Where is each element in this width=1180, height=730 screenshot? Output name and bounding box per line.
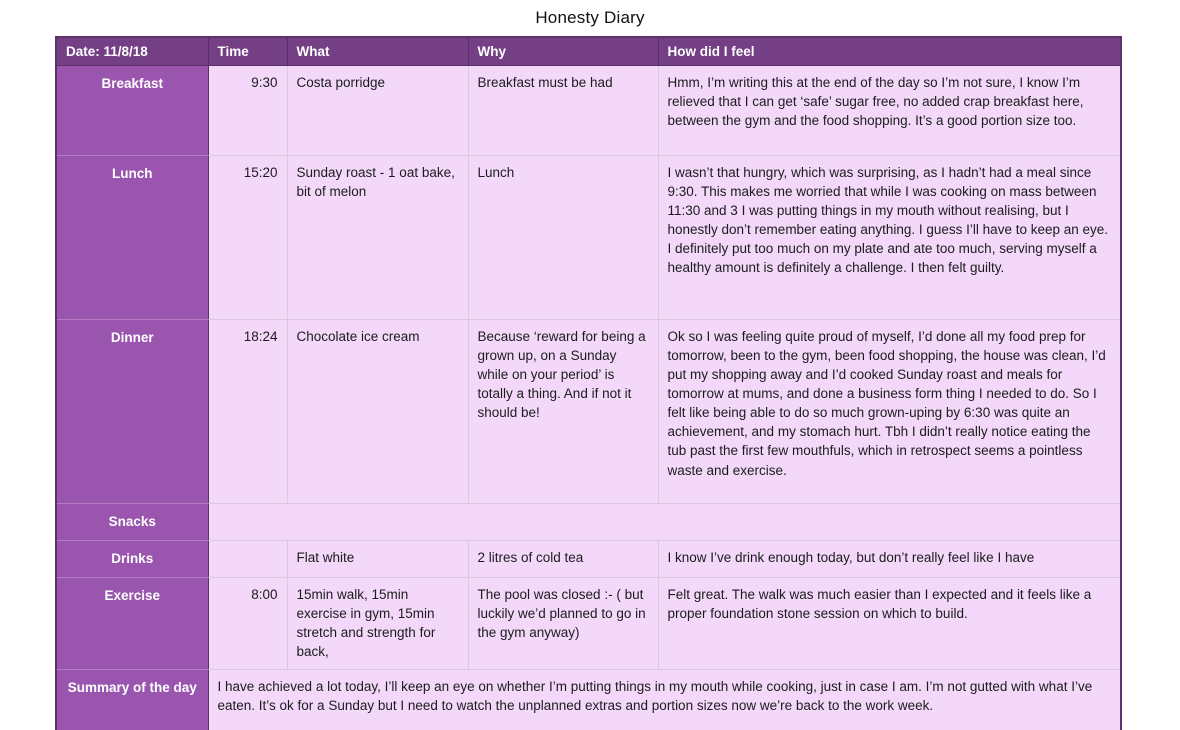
cell-lunch-time: 15:20 (208, 155, 287, 319)
cell-snacks-empty (208, 503, 1121, 540)
cell-exercise-time: 8:00 (208, 577, 287, 669)
cell-dinner-what: Chocolate ice cream (287, 319, 468, 503)
header-what: What (287, 37, 468, 65)
cell-summary-text: I have achieved a lot today, I’ll keep an eye on whether I’m putting things in my mouth while cooking, just in case I am. I’m not gutted with what I’ve eaten. It’s ok for a Sunday but I need to watch the unplanned extras and portion sizes now we’re back to the work week. (208, 669, 1121, 730)
cell-lunch-feel: I wasn’t that hungry, which was surprising, as I hadn’t had a meal since 9:30. This makes me worried that while I was cooking on mass between 11:30 and 3 I was putting things in my mouth without realising, but I honestly don’t remember eating anything. I guess I’ll have to keep an eye. I definitely put too much on my plate and ate too much, serving myself a healthy amount is definitely a challenge. I then felt guilty. (658, 155, 1121, 319)
row-exercise (56, 577, 1121, 669)
cell-exercise-what: 15min walk, 15min exercise in gym, 15min stretch and strength for back, (287, 577, 468, 669)
row-snacks (56, 503, 1121, 540)
cell-lunch-what: Sunday roast - 1 oat bake, bit of melon (287, 155, 468, 319)
row-summary (56, 669, 1121, 730)
row-breakfast (56, 65, 1121, 155)
honesty-diary-table (55, 36, 1139, 730)
row-label-exercise: Exercise (56, 577, 208, 669)
cell-exercise-why: The pool was closed :- ( but luckily we’d planned to go in the gym anyway) (468, 577, 658, 669)
header-time: Time (208, 37, 287, 65)
row-drinks (56, 540, 1121, 577)
cell-dinner-time: 18:24 (208, 319, 287, 503)
row-label-dinner: Dinner (56, 319, 208, 503)
row-label-snacks: Snacks (56, 503, 208, 540)
row-dinner (56, 319, 1121, 503)
cell-dinner-why: Because ‘reward for being a grown up, on a Sunday while on your period’ is totally a thing. And if not it should be! (468, 319, 658, 503)
header-row (56, 37, 1121, 65)
header-feel: How did I feel (658, 37, 1121, 65)
cell-dinner-feel: Ok so I was feeling quite proud of myself, I’d done all my food prep for tomorrow, been to the gym, been food shopping, the house was clean, I’d put my shopping away and I’d cooked Sunday roast and meals for tomorrow at mums, and done a business form thing I needed to do. So I felt like being able to do so much grown-uping by 6:30 was quite an achievement, and my stomach hurt. Tbh I didn’t really notice eating the tub past the first few mouthfuls, which in retrospect seems a pointless waste and exercise. (658, 319, 1121, 503)
cell-drinks-why: 2 litres of cold tea (468, 540, 658, 577)
cell-breakfast-time: 9:30 (208, 65, 287, 155)
row-lunch (56, 155, 1121, 319)
cell-drinks-what: Flat white (287, 540, 468, 577)
row-label-drinks: Drinks (56, 540, 208, 577)
page-title: Honesty Diary (535, 8, 645, 27)
row-label-breakfast: Breakfast (56, 65, 208, 155)
header-why: Why (468, 37, 658, 65)
cell-drinks-feel: I know I’ve drink enough today, but don’t really feel like I have (658, 540, 1121, 577)
cell-breakfast-feel: Hmm, I’m writing this at the end of the day so I’m not sure, I know I’m relieved that I can get ‘safe’ sugar free, no added crap breakfast here, between the gym and the food shopping. It’s a good portion size too. (658, 65, 1121, 155)
cell-drinks-time (208, 540, 287, 577)
header-date: Date: 11/8/18 (56, 37, 208, 65)
cell-breakfast-why: Breakfast must be had (468, 65, 658, 155)
row-label-summary: Summary of the day (56, 669, 208, 730)
cell-breakfast-what: Costa porridge (287, 65, 468, 155)
row-label-lunch: Lunch (56, 155, 208, 319)
cell-exercise-feel: Felt great. The walk was much easier than I expected and it feels like a proper foundation stone session on which to build. (658, 577, 1121, 669)
cell-lunch-why: Lunch (468, 155, 658, 319)
